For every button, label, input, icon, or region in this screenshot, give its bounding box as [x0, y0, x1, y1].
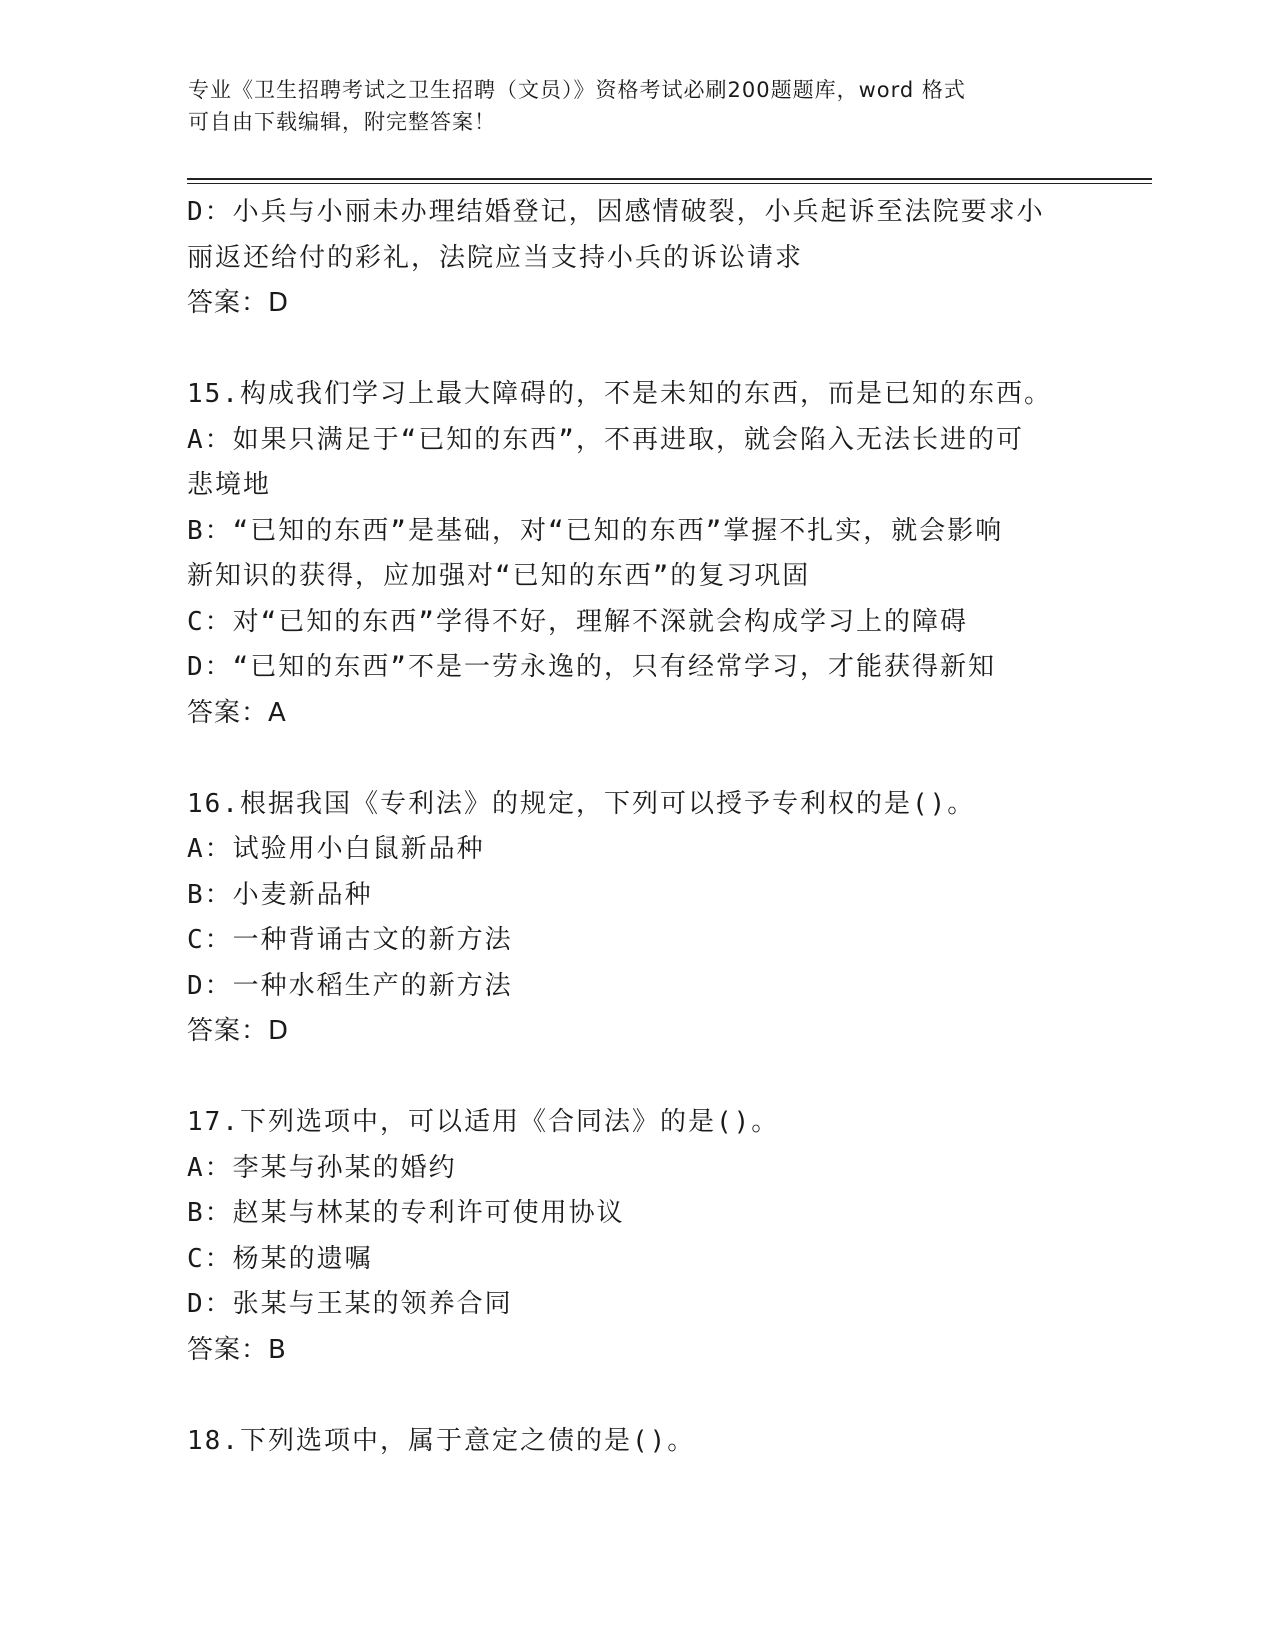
question-list [187, 190, 1087, 1464]
option-a-continued: 悲境地 [187, 470, 272, 500]
option-a: A：李某与孙某的婚约 [187, 1152, 457, 1183]
option-a: A：如果只满足于“已知的东西”，不再进取，就会陷入无法长进的可 [187, 424, 1024, 455]
answer: 答案：D [187, 1016, 290, 1046]
option-b-continued: 新知识的获得，应加强对“已知的东西”的复习巩固 [187, 561, 811, 591]
question-text: 16.根据我国《专利法》的规定，下列可以授予专利权的是()。 [187, 788, 976, 819]
option-d: D：“已知的东西”不是一劳永逸的，只有经常学习，才能获得新知 [187, 652, 996, 682]
question-text: 15.构成我们学习上最大障碍的，不是未知的东西，而是已知的东西。 [187, 379, 1052, 409]
header-line-1: 专业《卫生招聘考试之卫生招聘（文员）》资格考试必刷200题题库，word 格式 [188, 78, 966, 102]
answer: 答案：A [187, 697, 287, 728]
question-15 [187, 372, 1087, 736]
question-18 [187, 1419, 1087, 1465]
option-c: C：一种背诵古文的新方法 [187, 925, 513, 955]
option-b: B：赵某与林某的专利许可使用协议 [187, 1198, 625, 1228]
option-d: D：小兵与小丽未办理结婚登记，因感情破裂，小兵起诉至法院要求小 [187, 197, 1045, 227]
answer: 答案：B [187, 1334, 287, 1365]
option-d-continued: 丽返还给付的彩礼，法院应当支持小兵的诉讼请求 [187, 242, 804, 273]
answer: 答案：D [187, 288, 290, 318]
page-header [188, 74, 1068, 138]
option-c: C：杨某的遗嘱 [187, 1243, 373, 1274]
option-b: B：小麦新品种 [187, 879, 373, 910]
question-text: 18.下列选项中，属于意定之债的是()。 [187, 1425, 696, 1456]
question-17 [187, 1100, 1087, 1373]
option-c: C：对“已知的东西”学得不好，理解不深就会构成学习上的障碍 [187, 606, 968, 637]
header-line-2: 可自由下载编辑，附完整答案！ [188, 110, 496, 134]
question-16 [187, 782, 1087, 1055]
option-a: A：试验用小白鼠新品种 [187, 834, 485, 864]
question-14-tail [187, 190, 1087, 327]
option-d: D：张某与王某的领养合同 [187, 1289, 513, 1319]
header-divider [187, 178, 1152, 180]
question-text: 17.下列选项中，可以适用《合同法》的是()。 [187, 1107, 780, 1137]
option-b: B：“已知的东西”是基础，对“已知的东西”掌握不扎实，就会影响 [187, 515, 1004, 546]
header-divider-thin [187, 183, 1152, 184]
option-d: D：一种水稻生产的新方法 [187, 970, 513, 1001]
